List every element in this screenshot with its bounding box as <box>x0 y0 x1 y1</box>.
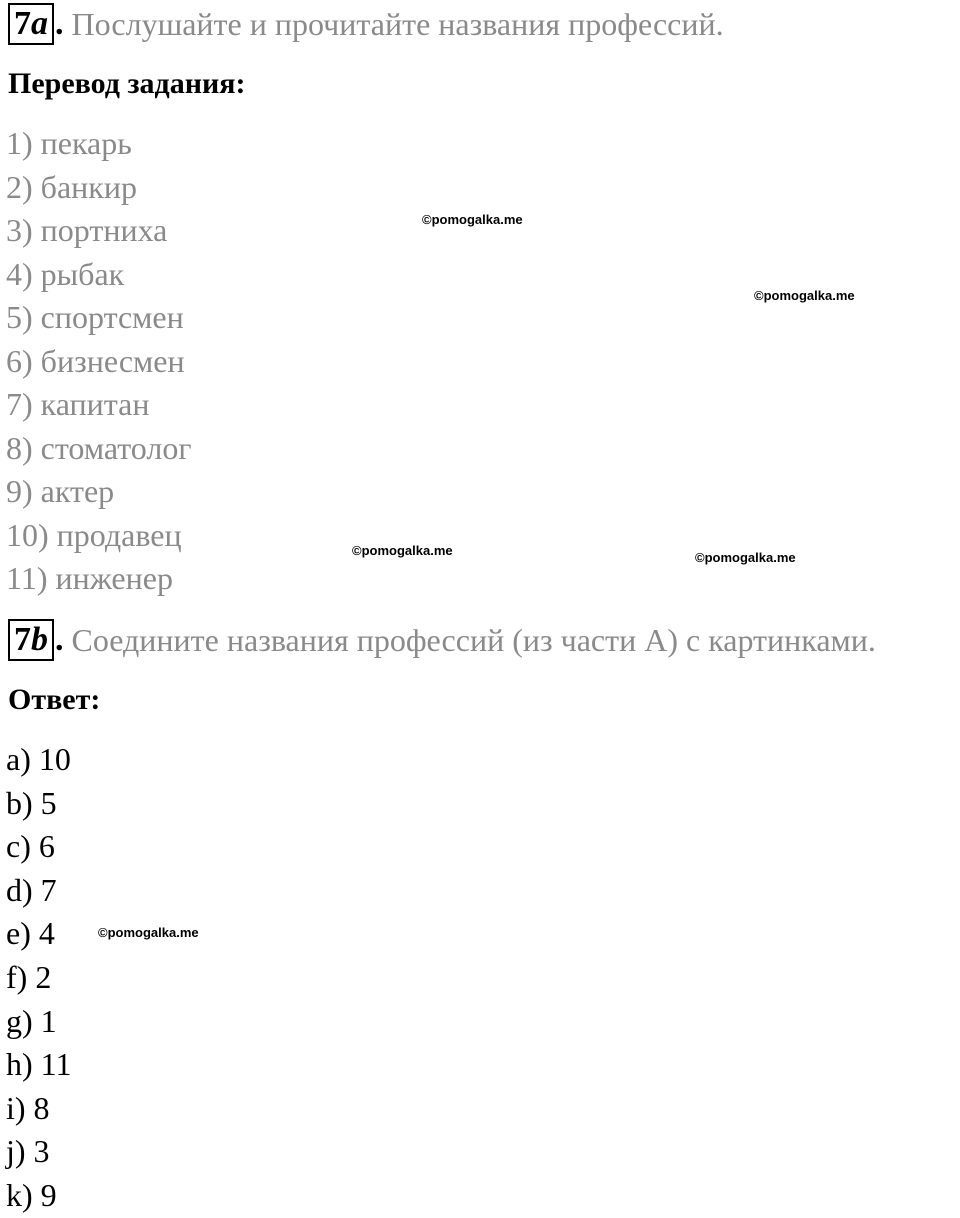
task-7b-letter: b <box>31 621 48 658</box>
task-7a-header <box>8 2 724 46</box>
profession-item: 10) продавец <box>6 516 182 553</box>
watermark: ©pomogalka.me <box>422 212 523 227</box>
task-7b-header <box>8 618 876 662</box>
profession-item: 2) банкир <box>6 168 137 205</box>
task-7b-dot: . <box>55 621 64 658</box>
task-7b-instruction: Соедините названия профессий (из части А) с картинками. <box>71 621 876 658</box>
answer-item: k) 9 <box>6 1176 57 1213</box>
answer-item: h) 11 <box>6 1046 72 1083</box>
task-7b-number: 7 <box>14 621 31 658</box>
task-7b-number-box <box>8 619 54 661</box>
profession-item: 1) пекарь <box>6 125 132 161</box>
professions-list <box>6 122 191 601</box>
task-7a-number: 7 <box>14 5 31 42</box>
watermark: ©pomogalka.me <box>352 543 453 558</box>
profession-item: 3) портниха <box>6 212 168 248</box>
watermark: ©pomogalka.me <box>695 550 796 565</box>
answers-list <box>6 738 71 1218</box>
profession-item: 7) капитан <box>6 386 150 422</box>
answer-item: d) 7 <box>6 871 57 908</box>
task-7a-dot: . <box>55 5 64 42</box>
profession-item: 5) спортсмен <box>6 299 184 335</box>
answer-item: f) 2 <box>6 958 52 995</box>
profession-item: 11) инженер <box>6 560 173 596</box>
task-7a-number-box <box>8 3 54 45</box>
watermark: ©pomogalka.me <box>98 925 199 940</box>
profession-item: 9) актер <box>6 473 115 509</box>
task-7a-instruction: Послушайте и прочитайте названия профессий. <box>71 5 724 42</box>
answer-item: c) 6 <box>6 828 55 865</box>
answer-item: b) 5 <box>6 784 57 821</box>
answer-item: a) 10 <box>6 741 71 777</box>
translation-heading: Перевод задания: <box>8 67 246 100</box>
watermark: ©pomogalka.me <box>754 288 855 303</box>
profession-item: 4) рыбак <box>6 255 125 292</box>
profession-item: 6) бизнесмен <box>6 342 185 379</box>
answer-heading: Ответ: <box>8 683 101 716</box>
answer-item: j) 3 <box>6 1133 50 1170</box>
answer-item: i) 8 <box>6 1089 50 1126</box>
answer-item: g) 1 <box>6 1002 57 1039</box>
profession-item: 8) стоматолог <box>6 429 192 466</box>
task-7a-letter: a <box>31 5 48 42</box>
answer-item: e) 4 <box>6 915 55 952</box>
